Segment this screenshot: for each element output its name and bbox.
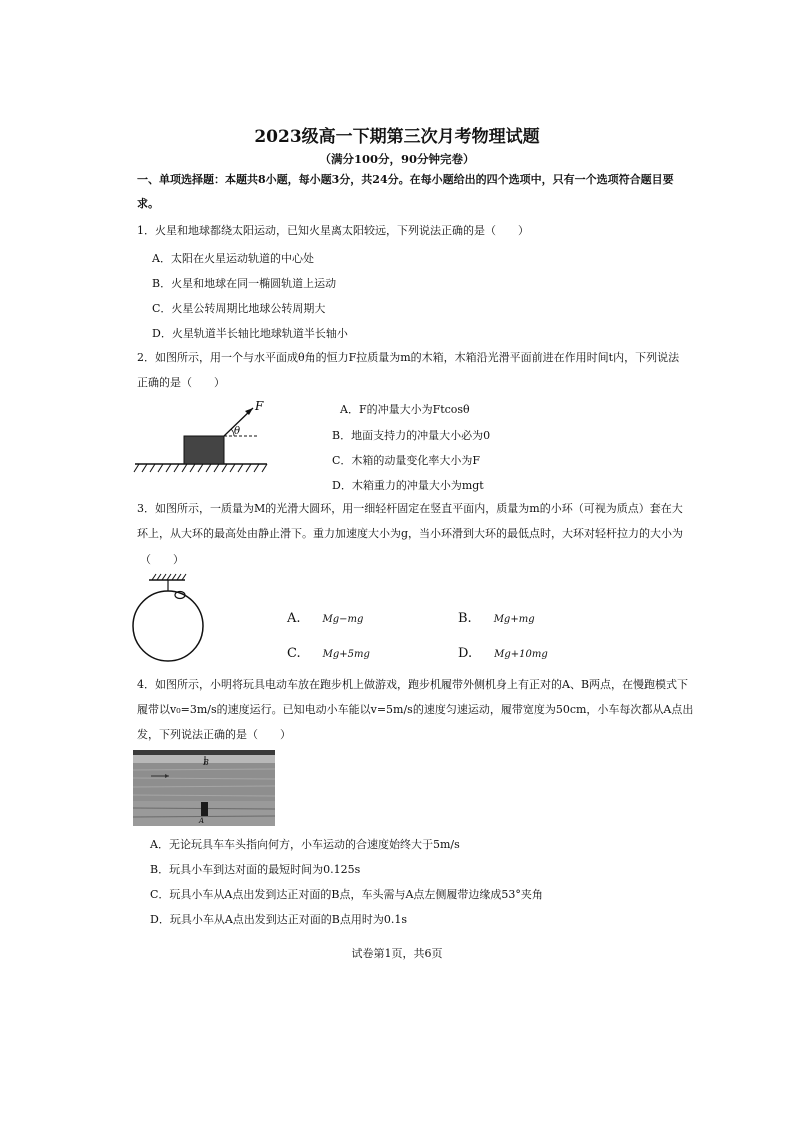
q3-stem-cont: 环上，从大环的最高处由静止滑下。重力加速度大小为g，当小环滑到大环的最低点时，大环对轻杆拉力的大小为 — [137, 527, 684, 540]
q3-stem: 3．如图所示，一质量为M的光滑大圆环，用一细轻杆固定在竖直平面内，质量为m的小环（可视为质点）套在大 — [137, 502, 683, 515]
q4-treadmill-photo — [133, 750, 275, 826]
q4-option-d: D．玩具小车从A点出发到达正对面的B点用时为0.1s — [150, 913, 407, 926]
q2-option-a: A．F的冲量大小为Ftcosθ — [340, 403, 470, 416]
q4-label-b: B — [203, 758, 209, 767]
q3-ring-figure — [135, 574, 215, 670]
q2-option-b: B．地面支持力的冲量大小必为0 — [332, 429, 491, 442]
q3-option-c-letter: C. — [287, 646, 301, 661]
q4-option-a: A．无论玩具车车头指向何方，小车运动的合速度始终大于5m/s — [150, 838, 460, 851]
q4-stem: 4．如图所示，小明将玩具电动车放在跑步机上做游戏，跑步机履带外侧机身上有正对的A、B两点，在慢跑模式下 — [137, 678, 689, 691]
q3-option-a-letter: A. — [287, 611, 301, 626]
q2-box-figure — [135, 396, 275, 476]
q2-option-c: C．木箱的动量变化率大小为F — [332, 454, 481, 467]
q4-option-b: B．玩具小车到达对面的最短时间为0.125s — [150, 863, 361, 876]
q2-label-f: F — [255, 399, 264, 413]
q3-option-b-expr: Mg+mg — [493, 614, 535, 625]
q3-option-b — [458, 611, 535, 626]
q3-option-a-expr: Mg−mg — [322, 614, 364, 625]
q3-stem-paren: （ ） — [140, 553, 184, 566]
q3-option-d-expr: Mg+10mg — [494, 649, 548, 660]
q4-stem-cont: 履带以v₀=3m/s的速度运行。已知电动小车能以v=5m/s的速度匀速运动，履带宽度为50cm，小车每次都从A点出 — [137, 703, 694, 716]
page-footer: 试卷第1页，共6页 — [351, 947, 443, 960]
exam-subtitle: （满分100分，90分钟完卷） — [319, 152, 475, 166]
q3-option-d — [458, 646, 548, 661]
section-heading-cont: 求。 — [137, 197, 159, 210]
q3-option-a — [287, 611, 363, 626]
q1-option-a: A．太阳在火星运动轨道的中心处 — [152, 252, 314, 265]
q2-stem: 2．如图所示，用一个与水平面成θ角的恒力F拉质量为m的木箱，木箱沿光滑平面前进在作用时间t内，下列说法 — [137, 351, 680, 364]
q4-label-a: A — [199, 817, 205, 825]
q2-label-theta: θ — [234, 426, 241, 437]
q4-option-c: C．玩具小车从A点出发到达正对面的B点，车头需与A点左侧履带边缘成53°夹角 — [150, 888, 543, 901]
q1-option-d: D．火星轨道半长轴比地球轨道半长轴小 — [152, 327, 348, 340]
q2-stem-cont: 正确的是（ ） — [137, 376, 225, 389]
q3-option-d-letter: D. — [458, 646, 473, 661]
exam-title: 2023级高一下期第三次月考物理试题 — [254, 127, 540, 147]
section-heading: 一、单项选择题：本题共8小题，每小题3分，共24分。在每小题给出的四个选项中，只有一个选项符合题目要 — [137, 173, 674, 186]
q4-stem-cont2: 发，下列说法正确的是（ ） — [137, 728, 291, 741]
q1-option-c: C．火星公转周期比地球公转周期大 — [152, 302, 326, 315]
q3-option-b-letter: B. — [458, 611, 472, 626]
q1-option-b: B．火星和地球在同一椭圆轨道上运动 — [152, 277, 337, 290]
q1-stem: 1．火星和地球都绕太阳运动，已知火星离太阳较远，下列说法正确的是（ ） — [137, 224, 529, 237]
q2-option-d: D．木箱重力的冲量大小为mgt — [332, 479, 484, 492]
q3-option-c — [287, 646, 370, 661]
q3-option-c-expr: Mg+5mg — [322, 649, 370, 660]
